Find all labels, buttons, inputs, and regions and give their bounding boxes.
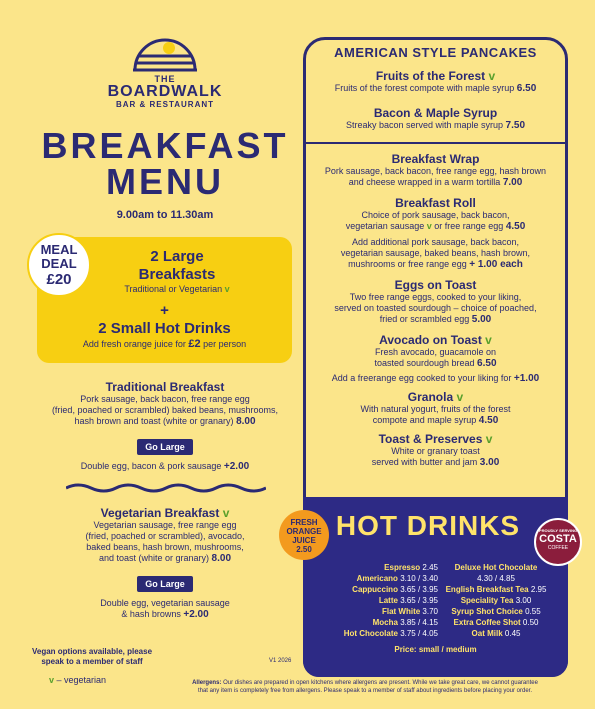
drink-row [436, 595, 556, 606]
meal-deal-content-2 [37, 302, 292, 350]
wrap-desc2 [306, 177, 565, 188]
traditional-upgrade-text: Double egg, bacon & pork sausage [80, 461, 224, 471]
toast-title: Toast & Preserves [378, 432, 483, 446]
bacon-title: Bacon & Maple Syrup [373, 106, 498, 120]
drink-name: Hot Chocolate [343, 629, 398, 638]
deal-line3 [92, 284, 262, 294]
costa-name: COSTA [539, 533, 577, 545]
eggs-desc2: served on toasted sourdough – choice of poached, [334, 303, 537, 313]
title-line2: MENU [106, 161, 224, 202]
juice-line1: FRESH [290, 518, 318, 527]
eggs-title: Eggs on Toast [394, 278, 477, 292]
veg-icon: v [49, 675, 55, 685]
traditional-title: Traditional Breakfast [105, 380, 225, 394]
deal-line5-a: Add fresh orange juice for [82, 339, 189, 349]
wrap-title: Breakfast Wrap [391, 152, 480, 166]
eggs-price: 5.00 [471, 314, 492, 325]
costa-top: PROUDLY SERVING [538, 528, 578, 533]
roll-desc1: Choice of pork sausage, back bacon, [361, 210, 510, 220]
drink-price: 3.65 / 3.95 [400, 585, 438, 594]
logo-name: BOARDWALK [107, 83, 223, 100]
roll-price: 4.50 [505, 221, 526, 232]
avocado-desc2 [306, 358, 565, 369]
drink-name: Oat Milk [471, 629, 503, 638]
granola-desc2 [306, 415, 565, 426]
granola-desc1: With natural yogurt, fruits of the forest [360, 404, 511, 414]
deal-line5 [37, 338, 292, 350]
vegetarian-upgrade1: Double egg, vegetarian sausage [100, 598, 230, 608]
drink-row [310, 617, 438, 628]
traditional-price: 8.00 [236, 416, 256, 427]
hot-drinks-heading: HOT DRINKS [335, 510, 521, 541]
vegetarian-desc3: baked beans, hash brown, mushrooms, [86, 542, 244, 552]
avocado-title-row [306, 333, 565, 347]
vegetarian-upgrade2 [30, 609, 300, 620]
veg-icon: v [224, 284, 230, 294]
sunset-logo-icon [129, 30, 201, 74]
roll-add3 [306, 259, 565, 270]
wrap-desc2-text: and cheese wrapped in a warm tortilla [348, 177, 503, 187]
orange-juice-badge [279, 510, 329, 560]
right-menu-content [306, 45, 565, 468]
drink-name: Speciality Tea [460, 596, 514, 605]
deal-line1: 2 Large [150, 248, 204, 265]
drink-row [310, 628, 438, 639]
legend-text: – vegetarian [54, 675, 107, 685]
drink-price: 2.45 [422, 563, 438, 572]
drink-row [436, 628, 556, 639]
drink-row [436, 606, 556, 617]
badge-price: £20 [46, 271, 72, 288]
drink-price: 3.00 [515, 596, 532, 605]
drink-name: Americano [356, 574, 398, 583]
drink-name: Latte [378, 596, 398, 605]
drink-row [310, 595, 438, 606]
vegetarian-legend [49, 675, 106, 685]
vegan-note-line1: Vegan options available, please [31, 647, 153, 656]
drink-name: Espresso [384, 563, 421, 572]
granola-desc2-text: compote and maple syrup [372, 415, 479, 425]
traditional-breakfast [30, 380, 300, 472]
fruits-desc [306, 83, 565, 94]
section-divider [306, 142, 565, 144]
drink-row [310, 606, 438, 617]
drink-row [436, 617, 556, 628]
drink-name: Cappuccino [352, 585, 398, 594]
deal-line4: 2 Small Hot Drinks [98, 320, 231, 337]
allergens-line2: that any item is completely free from allergens. Please speak to a member of staff about ingredients before placing your order. [197, 688, 533, 694]
drink-name: Mocha [372, 618, 398, 627]
vegetarian-price: 8.00 [211, 553, 232, 564]
vegan-note [22, 647, 162, 667]
avocado-add-text: Add a freerange egg cooked to your liking for [331, 373, 514, 383]
drink-price: 0.50 [522, 618, 539, 627]
traditional-upgrade-price: +2.00 [223, 461, 250, 472]
granola-title: Granola [407, 390, 454, 404]
avocado-desc2-text: toasted sourdough bread [374, 358, 478, 368]
toast-price: 3.00 [479, 457, 500, 468]
eggs-desc3 [306, 314, 565, 325]
toast-desc1: White or granary toast [391, 446, 480, 456]
veg-icon: v [426, 221, 432, 231]
veg-icon: v [488, 69, 496, 83]
roll-desc2a: vegetarian sausage [345, 221, 427, 231]
bacon-desc-text: Streaky bacon served with maple syrup [345, 120, 506, 130]
wrap-price: 7.00 [502, 177, 523, 188]
avocado-add-price: +1.00 [513, 373, 540, 384]
roll-desc2b: or free range egg [431, 221, 506, 231]
serving-hours: 9.00am to 11.30am [116, 209, 214, 221]
costa-logo [534, 518, 582, 566]
allergens-notice [150, 679, 580, 695]
drink-row [310, 562, 438, 573]
juice-line3: JUICE [292, 536, 316, 545]
drink-name: Extra Coffee Shot [453, 618, 521, 627]
fruits-title: Fruits of the Forest [375, 69, 486, 83]
badge-deal: DEAL [41, 256, 77, 271]
drink-price: 0.55 [525, 607, 541, 616]
drink-price: 3.85 / 4.15 [400, 618, 438, 627]
drink-name: English Breakfast Tea [445, 585, 529, 594]
costa-sub: COFFEE [547, 545, 569, 551]
title-line1: BREAKFAST [41, 125, 289, 166]
pancakes-heading: AMERICAN STYLE PANCAKES [334, 45, 537, 60]
bacon-desc [306, 120, 565, 131]
traditional-desc3-text: hash brown and toast (white or granary) [74, 416, 237, 426]
juice-line2: ORANGE [286, 527, 322, 536]
vegetarian-desc4-text: and toast (white or granary) [98, 553, 212, 563]
vegetarian-title-row [30, 506, 300, 520]
deluxe-hot-chocolate: Deluxe Hot Chocolate [454, 563, 538, 572]
wavy-divider [66, 482, 266, 494]
fruits-desc-text: Fruits of the forest compote with maple syrup [334, 83, 517, 93]
veg-icon: v [485, 432, 493, 446]
drink-row [310, 584, 438, 595]
avocado-price: 6.50 [477, 358, 497, 369]
drinks-right-column [436, 562, 556, 639]
drink-price: 3.75 / 4.05 [400, 629, 438, 638]
deluxe-hot-chocolate-price: 4.30 / 4.85 [477, 574, 515, 583]
logo-the: THE [154, 74, 176, 84]
veg-icon: v [222, 506, 230, 520]
vegetarian-desc2: (fried, poached or scrambled), avocado, [85, 531, 245, 541]
restaurant-logo [100, 30, 230, 109]
toast-desc2 [306, 457, 565, 468]
eggs-desc1: Two free range eggs, cooked to your liking, [349, 292, 522, 302]
vegan-note-line2: speak to a member of staff [41, 657, 143, 666]
toast-desc2-text: served with butter and jam [371, 457, 480, 467]
drink-price: 2.95 [530, 585, 547, 594]
avocado-title: Avocado on Toast [379, 333, 482, 347]
drink-row [310, 573, 438, 584]
page-title [40, 125, 290, 202]
price-note: Price: small / medium [394, 645, 477, 654]
roll-title: Breakfast Roll [395, 196, 476, 210]
allergens-label: Allergens: [192, 680, 222, 686]
veg-icon: v [456, 390, 464, 404]
traditional-desc2: (fried, poached or scrambled) baked beans, mushrooms, [51, 405, 279, 415]
deal-line2: Breakfasts [138, 266, 216, 283]
deal-juice-price: £2 [188, 338, 201, 350]
deal-line3-text: Traditional or Vegetarian [124, 284, 223, 294]
vegetarian-title: Vegetarian Breakfast [100, 506, 220, 520]
drink-price: 3.10 / 3.40 [400, 574, 438, 583]
vegetarian-desc4 [30, 553, 300, 564]
drink-name: Flat White [381, 607, 421, 616]
eggs-desc3-text: fried or scrambled egg [379, 314, 472, 324]
traditional-desc3 [30, 416, 300, 427]
juice-price: 2.50 [296, 545, 312, 554]
go-large-label: Go Large [137, 576, 193, 592]
allergens-line1 [150, 679, 580, 687]
version-label: V1 2026 [269, 658, 292, 664]
toast-title-row [306, 432, 565, 446]
drink-price: 3.70 [422, 607, 438, 616]
fruits-price: 6.50 [516, 83, 537, 94]
roll-add3-text: mushrooms or free range egg [348, 259, 470, 269]
vegetarian-desc1: Vegetarian sausage, free range egg [93, 520, 237, 530]
roll-add2: vegetarian sausage, baked beans, hash brown, [340, 248, 531, 258]
go-large-label: Go Large [137, 439, 193, 455]
drinks-left-column [310, 562, 438, 639]
allergens-text1: Our dishes are prepared in open kitchens where allergens are present. While we take great care, we cannot guarantee [221, 680, 538, 686]
traditional-desc1: Pork sausage, back bacon, free range egg [80, 394, 250, 404]
vegetarian-upgrade-price: +2.00 [183, 609, 209, 620]
veg-icon: v [485, 333, 492, 347]
drink-row [436, 584, 556, 595]
roll-desc2 [306, 221, 565, 232]
roll-add1: Add additional pork sausage, back bacon, [351, 237, 520, 247]
badge-meal: MEAL [40, 242, 78, 257]
vegetarian-upgrade2-text: & hash browns [121, 609, 184, 619]
drink-price: 3.65 / 3.95 [400, 596, 438, 605]
traditional-upgrade [30, 461, 300, 472]
deal-line5-c: per person [200, 339, 247, 349]
avocado-add [306, 373, 565, 384]
wrap-desc1: Pork sausage, back bacon, free range egg, hash brown [324, 166, 547, 176]
meal-deal-content [92, 248, 262, 294]
avocado-desc1: Fresh avocado, guacamole on [374, 347, 497, 357]
granola-price: 4.50 [478, 415, 499, 426]
roll-add-price: + 1.00 each [469, 259, 523, 270]
bacon-price: 7.50 [505, 120, 526, 131]
logo-subtitle: BAR & RESTAURANT [115, 100, 215, 109]
vegetarian-breakfast [30, 506, 300, 620]
fruits-title-row [306, 69, 565, 83]
deal-plus: + [160, 302, 169, 319]
drink-price: 0.45 [504, 629, 521, 638]
drink-name: Syrup Shot Choice [451, 607, 523, 616]
granola-title-row [306, 390, 565, 404]
meal-deal-badge [27, 233, 91, 297]
